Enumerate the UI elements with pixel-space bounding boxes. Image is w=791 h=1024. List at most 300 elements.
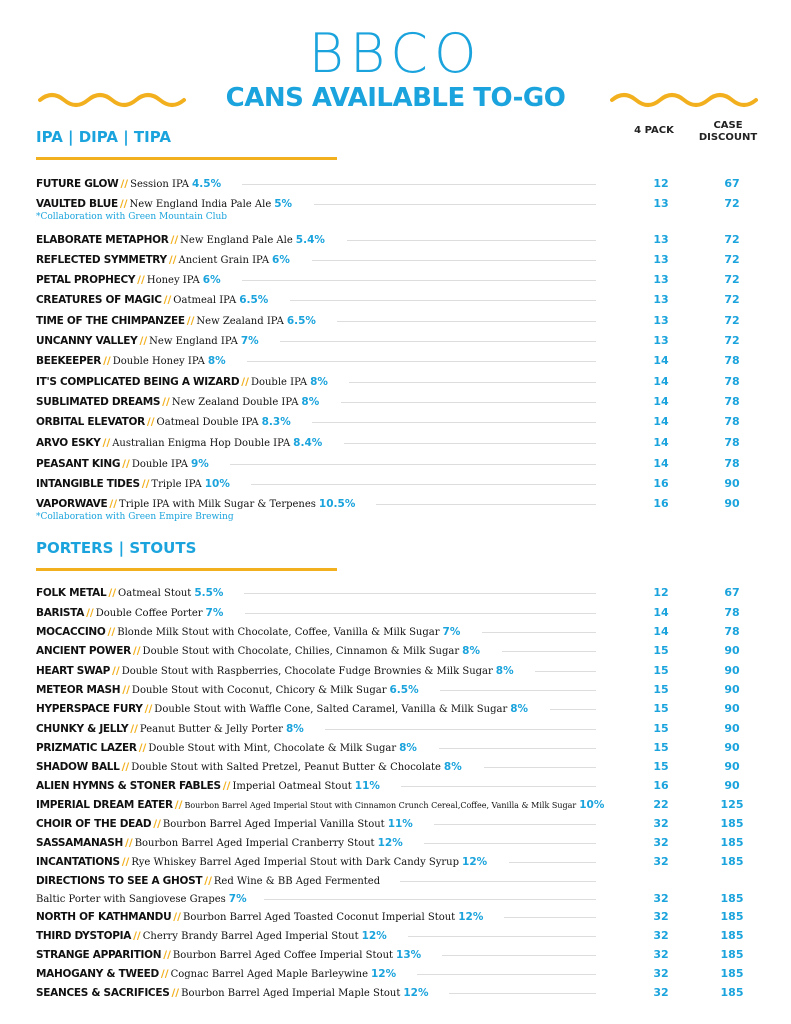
abv-value: 12%: [462, 856, 488, 868]
dotted-leader: [484, 767, 596, 768]
price-case: 72: [724, 293, 740, 306]
menu-item-row: [36, 332, 756, 350]
section-title-ipa: IPA | DIPA | TIPA: [36, 128, 171, 146]
beer-name: CREATURES OF MAGIC: [36, 294, 162, 306]
name-separator: //: [119, 198, 128, 210]
name-separator: //: [107, 626, 116, 638]
price-case: 72: [724, 273, 740, 286]
dotted-leader: [449, 993, 596, 994]
beer-style: Bourbon Barrel Aged Imperial Stout with Cinnamon Crunch Cereal,Coffee, Vanilla & Milk Sugar: [184, 801, 577, 810]
column-header-4-pack: 4 PACK: [634, 125, 674, 136]
name-separator: //: [141, 478, 150, 490]
name-separator: //: [137, 274, 145, 286]
beer-name: ANCIENT POWER: [36, 645, 131, 657]
abv-value: 13%: [396, 949, 422, 961]
name-separator: //: [173, 911, 181, 923]
name-separator: //: [122, 684, 130, 696]
beer-style: Peanut Butter & Jelly Porter: [139, 724, 283, 735]
menu-item-row: [36, 758, 756, 776]
beer-name: IT'S COMPLICATED BEING A WIZARD: [36, 376, 240, 388]
abv-value: 8%: [510, 703, 529, 715]
beer-name: HEART SWAP: [36, 665, 111, 677]
abv-value: 8%: [443, 761, 462, 773]
dotted-leader: [244, 593, 596, 594]
beer-name: INCANTATIONS: [36, 856, 120, 868]
column-header-case-discount: [690, 120, 766, 144]
price-4-pack: 15: [653, 722, 669, 735]
beer-style: Double Coffee Porter: [95, 608, 203, 619]
price-4-pack: 14: [653, 625, 669, 638]
name-separator: //: [133, 930, 141, 942]
price-4-pack: 16: [653, 779, 669, 792]
beer-style: Double Stout with Coconut, Chicory & Milk Sugar: [131, 685, 387, 696]
beer-style: Bourbon Barrel Aged Imperial Vanilla Stout: [162, 819, 385, 830]
dotted-leader: [312, 260, 596, 261]
menu-item-row: [36, 434, 756, 452]
menu-item-row: [36, 777, 756, 795]
beer-style: Session IPA: [130, 179, 189, 190]
price-4-pack: 32: [653, 892, 669, 905]
beer-style: New Zealand IPA: [196, 316, 284, 327]
menu-item-row: [36, 271, 756, 289]
menu-item-row: [36, 984, 756, 1002]
price-4-pack: 32: [653, 817, 669, 830]
price-4-pack: 14: [653, 606, 669, 619]
abv-value: 7%: [205, 607, 224, 619]
menu-item-row: [36, 455, 756, 473]
dotted-leader: [434, 824, 596, 825]
name-separator: //: [146, 416, 155, 428]
price-case: 78: [724, 625, 740, 638]
price-4-pack: 13: [653, 293, 669, 306]
menu-item-row: [36, 796, 756, 814]
beer-name: CHUNKY & JELLY: [36, 723, 129, 735]
beer-name: ALIEN HYMNS & STONER FABLES: [36, 780, 221, 792]
name-separator: //: [108, 587, 117, 599]
price-4-pack: 15: [653, 760, 669, 773]
abv-value: 6%: [272, 254, 290, 266]
price-case: 90: [724, 741, 740, 754]
dotted-leader: [245, 613, 596, 614]
beer-name: REFLECTED SYMMETRY: [36, 254, 167, 266]
abv-value: 8%: [301, 396, 320, 408]
dotted-leader: [247, 361, 596, 362]
menu-item-row: [36, 291, 756, 309]
dotted-leader: [482, 632, 596, 633]
beer-style: Double Stout with Raspberries, Chocolate Fudge Brownies & Milk Sugar: [121, 666, 493, 677]
beer-name: SHADOW BALL: [36, 761, 120, 773]
abv-value: 12%: [361, 930, 387, 942]
beer-name: MAHOGANY & TWEED: [36, 968, 159, 980]
name-separator: //: [102, 437, 111, 449]
price-case: 185: [720, 929, 744, 942]
price-4-pack: 15: [653, 702, 669, 715]
menu-item-row: [36, 965, 756, 983]
beer-style: Rye Whiskey Barrel Aged Imperial Stout with Dark Candy Syrup: [131, 857, 460, 868]
price-4-pack: 32: [653, 929, 669, 942]
price-4-pack: 13: [653, 233, 669, 246]
abv-value: 8%: [310, 376, 328, 388]
dotted-leader: [347, 240, 596, 241]
section-divider: [36, 568, 337, 571]
dotted-leader: [230, 464, 596, 465]
price-case: 185: [720, 817, 744, 830]
menu-item-row: [36, 231, 756, 249]
beer-name: HYPERSPACE FURY: [36, 703, 143, 715]
abv-value: 8%: [495, 665, 514, 677]
dotted-leader: [376, 504, 596, 505]
beer-style: Bourbon Barrel Aged Coffee Imperial Stout: [172, 950, 394, 961]
menu-item-row: [36, 175, 756, 193]
abv-value: 8%: [285, 723, 304, 735]
name-separator: //: [130, 723, 138, 735]
abv-value: 5.5%: [194, 587, 224, 599]
price-case: 90: [724, 779, 740, 792]
beer-style: Oatmeal Stout: [118, 588, 192, 599]
dotted-leader: [290, 300, 596, 301]
beer-name: VAPORWAVE: [36, 498, 108, 510]
menu-item-row: [36, 700, 756, 718]
price-4-pack: 15: [653, 683, 669, 696]
beer-style: New England IPA: [149, 336, 238, 347]
name-separator: //: [174, 799, 183, 811]
price-4-pack: 14: [653, 457, 669, 470]
menu-item-row: [36, 373, 756, 391]
dotted-leader: [417, 974, 596, 975]
menu-item-row: [36, 872, 756, 890]
name-separator: //: [153, 818, 161, 830]
price-case: 78: [724, 457, 740, 470]
beer-style: Double IPA: [250, 377, 308, 388]
beer-style: Ancient Grain IPA: [178, 255, 270, 266]
beer-name: BEEKEEPER: [36, 355, 102, 367]
price-case: 185: [720, 892, 744, 905]
dotted-leader: [550, 709, 596, 710]
beer-style: New Zealand Double IPA: [171, 397, 299, 408]
right-wave-ornament: [610, 88, 760, 108]
price-case: 185: [720, 855, 744, 868]
name-separator: //: [122, 458, 130, 470]
collaboration-note: *Collaboration with Green Empire Brewing: [36, 512, 234, 522]
section-title-stouts: PORTERS | STOUTS: [36, 539, 197, 557]
dotted-leader: [502, 651, 596, 652]
price-4-pack: 32: [653, 967, 669, 980]
dotted-leader: [509, 862, 596, 863]
name-separator: //: [109, 498, 118, 510]
dotted-leader: [312, 422, 596, 423]
abv-value: 11%: [354, 780, 380, 792]
name-separator: //: [139, 335, 148, 347]
column-header-case-line2: DISCOUNT: [698, 132, 758, 143]
price-4-pack: 13: [653, 253, 669, 266]
abv-value: 10%: [579, 799, 605, 811]
beer-name: TIME OF THE CHIMPANZEE: [36, 315, 185, 327]
menu-item-row: [36, 393, 756, 411]
abv-value: 4.5%: [191, 178, 222, 190]
abv-value: 7%: [442, 626, 461, 638]
menu-item-row: [36, 195, 756, 213]
price-4-pack: 14: [653, 436, 669, 449]
price-case: 72: [724, 197, 740, 210]
beer-name: PEASANT KING: [36, 458, 121, 470]
price-4-pack: 15: [653, 741, 669, 754]
beer-style: Bourbon Barrel Aged Imperial Maple Stout: [181, 988, 401, 999]
price-4-pack: 13: [653, 314, 669, 327]
price-4-pack: 32: [653, 910, 669, 923]
price-case: 90: [724, 722, 740, 735]
beer-name: NORTH OF KATHMANDU: [36, 911, 172, 923]
price-4-pack: 14: [653, 354, 669, 367]
price-case: 90: [724, 683, 740, 696]
price-case: 90: [724, 644, 740, 657]
name-separator: //: [121, 761, 130, 773]
brand-logo: BBCO: [308, 22, 483, 85]
price-case: 90: [724, 664, 740, 677]
price-case: 185: [720, 967, 744, 980]
menu-item-row: [36, 642, 756, 660]
price-4-pack: 32: [653, 948, 669, 961]
dotted-leader: [325, 729, 596, 730]
price-4-pack: 16: [653, 477, 669, 490]
beer-name: METEOR MASH: [36, 684, 121, 696]
price-4-pack: 12: [653, 177, 669, 190]
beer-style: New England Pale Ale: [180, 235, 293, 246]
dotted-leader: [400, 881, 596, 882]
beer-style: Red Wine & BB Aged Fermented: [213, 876, 381, 887]
beer-style: Double Stout with Mint, Chocolate & Milk Sugar: [148, 743, 397, 754]
beer-style: Triple IPA: [151, 479, 202, 490]
abv-value: 12%: [371, 968, 397, 980]
beer-style: Triple IPA with Milk Sugar & Terpenes: [119, 499, 316, 510]
abv-value: 5%: [274, 198, 293, 210]
price-case: 67: [724, 177, 740, 190]
collaboration-note: *Collaboration with Green Mountain Club: [36, 212, 228, 222]
beer-name: THIRD DYSTOPIA: [36, 930, 132, 942]
name-separator: //: [162, 396, 170, 408]
name-separator: //: [144, 703, 153, 715]
name-separator: //: [132, 645, 141, 657]
menu-item-row: [36, 312, 756, 330]
menu-item-row: [36, 720, 756, 738]
name-separator: //: [168, 254, 177, 266]
beer-style: Double Stout with Salted Pretzel, Peanut Butter & Chocolate: [131, 762, 441, 773]
beer-name: ELABORATE METAPHOR: [36, 234, 169, 246]
price-4-pack: 15: [653, 664, 669, 677]
abv-value: 12%: [377, 837, 403, 849]
beer-name: PRIZMATIC LAZER: [36, 742, 137, 754]
dotted-leader: [242, 184, 596, 185]
beer-style: Cherry Brandy Barrel Aged Imperial Stout: [142, 931, 359, 942]
dotted-leader: [401, 786, 596, 787]
dotted-leader: [349, 382, 596, 383]
price-case: 185: [720, 986, 744, 999]
menu-item-row: [36, 604, 756, 622]
price-case: 185: [720, 948, 744, 961]
price-4-pack: 15: [653, 644, 669, 657]
price-case: 78: [724, 415, 740, 428]
menu-item-row: [36, 946, 756, 964]
menu-item-row: [36, 475, 756, 493]
price-case: 90: [724, 497, 740, 510]
beer-style: Honey IPA: [146, 275, 200, 286]
abv-value: 6.5%: [389, 684, 419, 696]
beer-name: IMPERIAL DREAM EATER: [36, 799, 173, 811]
beer-name: SUBLIMATED DREAMS: [36, 396, 161, 408]
price-case: 185: [720, 836, 744, 849]
menu-item-row: [36, 739, 756, 757]
abv-value: 5.4%: [295, 234, 325, 246]
dotted-leader: [264, 899, 596, 900]
menu-item-row: [36, 623, 756, 641]
abv-value: 12%: [458, 911, 484, 923]
name-separator: //: [222, 780, 231, 792]
beer-style: Double IPA: [131, 459, 188, 470]
menu-item-row: [36, 815, 756, 833]
name-separator: //: [170, 234, 179, 246]
menu-item-row: [36, 681, 756, 699]
beer-style-continued: Baltic Porter with Sangiovese Grapes: [36, 894, 226, 905]
name-separator: //: [112, 665, 120, 677]
name-separator: //: [103, 355, 111, 367]
section-divider: [36, 157, 337, 160]
price-4-pack: 32: [653, 836, 669, 849]
abv-value: 8%: [399, 742, 417, 754]
dotted-leader: [535, 671, 596, 672]
price-4-pack: 12: [653, 586, 669, 599]
beer-style: Bourbon Barrel Aged Imperial Cranberry Stout: [134, 838, 375, 849]
beer-style: Oatmeal IPA: [173, 295, 237, 306]
name-separator: //: [120, 178, 129, 190]
menu-item-row: [36, 662, 756, 680]
price-4-pack: 14: [653, 395, 669, 408]
abv-value: 8.4%: [293, 437, 323, 449]
beer-name: SEANCES & SACRIFICES: [36, 987, 170, 999]
name-separator: //: [163, 294, 172, 306]
name-separator: //: [186, 315, 195, 327]
price-case: 78: [724, 375, 740, 388]
menu-item-row: [36, 413, 756, 431]
dotted-leader: [242, 280, 596, 281]
menu-item-row: [36, 251, 756, 269]
beer-style: Blonde Milk Stout with Chocolate, Coffee, Vanilla & Milk Sugar: [117, 627, 440, 638]
beer-name: BARISTA: [36, 607, 85, 619]
price-case: 78: [724, 354, 740, 367]
dotted-leader: [440, 690, 596, 691]
menu-item-row: [36, 927, 756, 945]
name-separator: //: [160, 968, 169, 980]
dotted-leader: [251, 484, 596, 485]
beer-name: ORBITAL ELEVATOR: [36, 416, 145, 428]
abv-value: 8%: [207, 355, 226, 367]
menu-item-continuation: [36, 890, 756, 908]
menu-item-row: [36, 352, 756, 370]
beer-name: SASSAMANASH: [36, 837, 124, 849]
beer-style: Australian Enigma Hop Double IPA: [112, 438, 291, 449]
name-separator: //: [241, 376, 249, 388]
price-case: 78: [724, 395, 740, 408]
abv-value: 7%: [228, 893, 247, 905]
abv-value: 10%: [204, 478, 230, 490]
beer-style: Imperial Oatmeal Stout: [232, 781, 352, 792]
abv-value: 11%: [387, 818, 413, 830]
menu-item-row: [36, 853, 756, 871]
dotted-leader: [408, 936, 596, 937]
beer-style: Oatmeal Double IPA: [156, 417, 259, 428]
price-4-pack: 14: [653, 375, 669, 388]
price-case: 185: [720, 910, 744, 923]
price-4-pack: 13: [653, 197, 669, 210]
price-4-pack: 14: [653, 415, 669, 428]
menu-item-row: [36, 834, 756, 852]
price-case: 72: [724, 253, 740, 266]
beer-name: MOCACCINO: [36, 626, 106, 638]
price-4-pack: 16: [653, 497, 669, 510]
beer-style: Bourbon Barrel Aged Toasted Coconut Imperial Stout: [182, 912, 456, 923]
beer-name: UNCANNY VALLEY: [36, 335, 138, 347]
dotted-leader: [504, 917, 596, 918]
menu-item-row: [36, 908, 756, 926]
price-4-pack: 22: [653, 798, 669, 811]
beer-style: Double Stout with Chocolate, Chilies, Cinnamon & Milk Sugar: [142, 646, 460, 657]
price-case: 67: [724, 586, 740, 599]
dotted-leader: [344, 443, 596, 444]
price-4-pack: 13: [653, 273, 669, 286]
beer-name: VAULTED BLUE: [36, 198, 118, 210]
price-case: 72: [724, 314, 740, 327]
name-separator: //: [125, 837, 133, 849]
beer-name: ARVO ESKY: [36, 437, 101, 449]
price-case: 90: [724, 760, 740, 773]
menu-item-row: [36, 584, 756, 602]
name-separator: //: [163, 949, 171, 961]
price-case: 72: [724, 233, 740, 246]
abv-value: 6%: [202, 274, 221, 286]
abv-value: 8%: [462, 645, 480, 657]
beer-style: Cognac Barrel Aged Maple Barleywine: [170, 969, 368, 980]
name-separator: //: [204, 875, 212, 887]
abv-value: 8.3%: [261, 416, 291, 428]
beer-name: FUTURE GLOW: [36, 178, 119, 190]
price-case: 90: [724, 477, 740, 490]
abv-value: 10.5%: [318, 498, 356, 510]
beer-name: CHOIR OF THE DEAD: [36, 818, 152, 830]
name-separator: //: [121, 856, 130, 868]
price-case: 78: [724, 606, 740, 619]
dotted-leader: [314, 204, 596, 205]
beer-name: PETAL PROPHECY: [36, 274, 136, 286]
beer-name: FOLK METAL: [36, 587, 107, 599]
dotted-leader: [341, 402, 596, 403]
abv-value: 9%: [190, 458, 209, 470]
dotted-leader: [439, 748, 596, 749]
name-separator: //: [138, 742, 147, 754]
price-case: 125: [720, 798, 744, 811]
dotted-leader: [424, 843, 596, 844]
dotted-leader: [337, 321, 596, 322]
dotted-leader: [442, 955, 596, 956]
price-case: 90: [724, 702, 740, 715]
price-4-pack: 32: [653, 986, 669, 999]
abv-value: 6.5%: [239, 294, 269, 306]
beer-style: Double Honey IPA: [112, 356, 205, 367]
page-title: CANS AVAILABLE TO-GO: [225, 83, 566, 113]
beer-name: STRANGE APPARITION: [36, 949, 162, 961]
beer-style: Double Stout with Waffle Cone, Salted Caramel, Vanilla & Milk Sugar: [154, 704, 508, 715]
price-4-pack: 32: [653, 855, 669, 868]
abv-value: 7%: [240, 335, 259, 347]
abv-value: 12%: [403, 987, 429, 999]
beer-style: New England India Pale Ale: [129, 199, 272, 210]
